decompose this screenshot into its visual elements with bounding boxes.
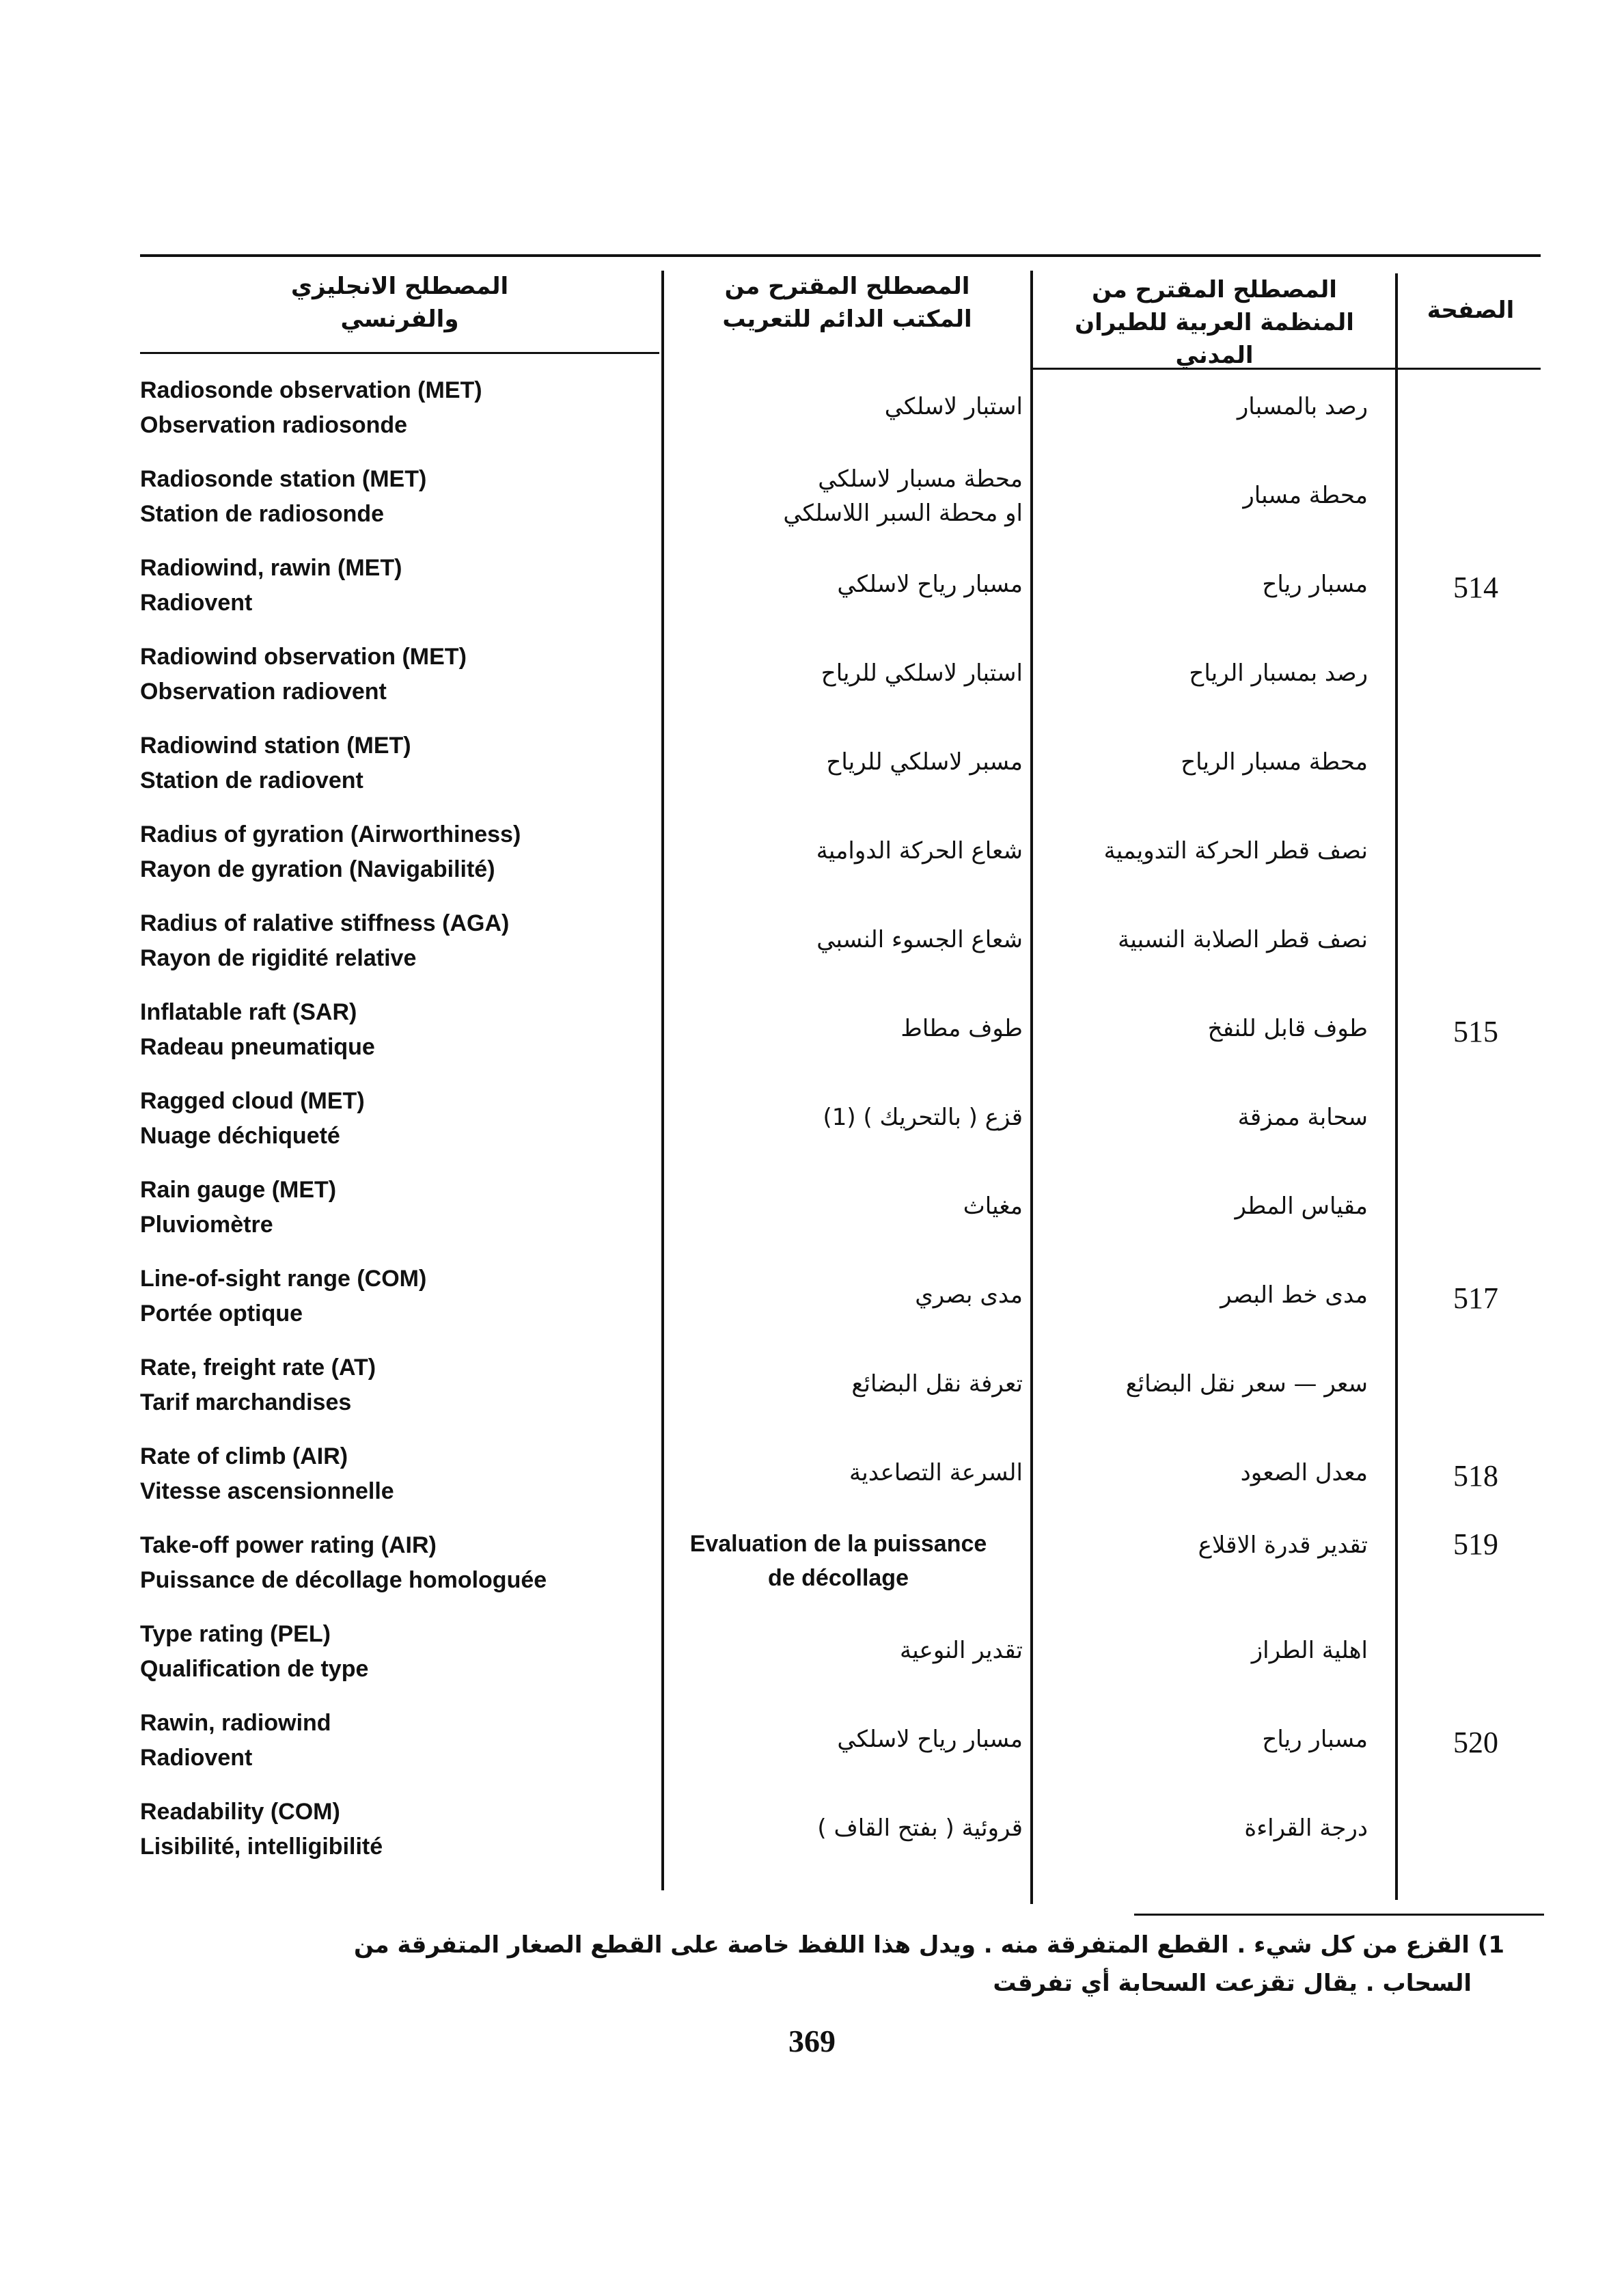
- table-row: [0, 1169, 1624, 1257]
- french-term: Rayon de rigidité relative: [140, 945, 417, 971]
- french-term: Portée optique: [140, 1301, 303, 1327]
- aviation-term: مقياس المطر: [1235, 1193, 1368, 1220]
- aviation-term: مسبار رياح: [1262, 1726, 1368, 1753]
- page-number: 369: [788, 2024, 836, 2058]
- english-term: Rate of climb (AIR): [140, 1443, 348, 1469]
- aviation-term: مسبار رياح: [1262, 571, 1368, 598]
- french-term: Tarif marchandises: [140, 1389, 352, 1415]
- aviation-term: تقدير قدرة الاقلاع: [1198, 1532, 1368, 1559]
- english-term: Radiosonde observation (MET): [140, 377, 482, 403]
- english-term: Readability (COM): [140, 1799, 340, 1825]
- header-aviation-org: المصطلح المقترح من المنظمة العربية للطيران المدني: [1075, 276, 1354, 369]
- table-row: [0, 369, 1624, 458]
- header-page: الصفحة: [1427, 297, 1515, 324]
- table-top-rule: [140, 254, 1541, 257]
- french-term: Vitesse ascensionnelle: [140, 1478, 394, 1504]
- english-term: Line-of-sight range (COM): [140, 1266, 427, 1292]
- office-term: استبار لاسلكي للرياح: [821, 660, 1023, 687]
- header-rule-english: [140, 352, 659, 354]
- french-term: Pluviomètre: [140, 1212, 273, 1238]
- office-term: مدى بصري: [915, 1281, 1023, 1309]
- aviation-term: سحابة ممزقة: [1237, 1104, 1368, 1131]
- table-row: [0, 1080, 1624, 1169]
- french-term: Station de radiosonde: [140, 501, 385, 527]
- office-term: محطة مسبار لاسلكي او محطة السبر اللاسلكي: [783, 465, 1023, 527]
- table-row: [0, 1524, 1624, 1613]
- office-term-french: Evaluation de la puissance de décollage: [689, 1531, 987, 1591]
- french-term: Radiovent: [140, 590, 253, 616]
- table-row: [0, 902, 1624, 991]
- table-row: [0, 636, 1624, 724]
- table-row: [0, 1346, 1624, 1435]
- english-term: Radius of gyration (Airworthiness): [140, 821, 521, 847]
- english-term: Take-off power rating (AIR): [140, 1532, 437, 1558]
- office-term: شعاع الحركة الدوامية: [816, 837, 1023, 865]
- aviation-term: اهلية الطراز: [1251, 1637, 1368, 1664]
- office-term: مسبر لاسلكي للرياح: [826, 748, 1023, 776]
- office-term: استبار لاسلكي: [884, 393, 1023, 420]
- office-term: مغياث: [963, 1193, 1023, 1220]
- table-row: [0, 991, 1624, 1080]
- office-term: طوف مطاط: [900, 1015, 1023, 1042]
- footnote-rule: [1134, 1914, 1544, 1916]
- aviation-term: نصف قطر الصلابة النسبية: [1118, 926, 1368, 953]
- english-term: Type rating (PEL): [140, 1621, 331, 1647]
- page-ref: 519: [1453, 1527, 1498, 1561]
- office-term: تقدير النوعية: [900, 1637, 1023, 1664]
- page-ref: 520: [1453, 1726, 1498, 1759]
- french-term: Radeau pneumatique: [140, 1034, 375, 1060]
- office-term: شعاع الجسوء النسبي: [816, 926, 1023, 953]
- english-term: Ragged cloud (MET): [140, 1088, 365, 1114]
- aviation-term: رصد بالمسبار: [1237, 393, 1368, 420]
- aviation-term: درجة القراءة: [1244, 1814, 1368, 1842]
- office-term: قروئية ( بفتح القاف ): [817, 1814, 1023, 1842]
- table-row: [0, 724, 1624, 813]
- footnote: 1) القزع من كل شيء . القطع المتفرقة منه . ويدل هذا اللفظ خاصة على القطع الصغار المتفرقة من السحاب . يقال تقزعت السحابة أي تفرقت: [353, 1931, 1504, 1997]
- table-row: [0, 547, 1624, 636]
- page-ref: 518: [1453, 1459, 1498, 1493]
- table-row: [0, 1257, 1624, 1346]
- french-term: Rayon de gyration (Navigabilité): [140, 856, 495, 882]
- english-term: Radiowind station (MET): [140, 733, 411, 759]
- aviation-term: محطة مسبار الرياح: [1181, 748, 1368, 776]
- french-term: Radiovent: [140, 1745, 253, 1771]
- french-term: Qualification de type: [140, 1656, 369, 1682]
- aviation-term: محطة مسبار: [1243, 482, 1368, 509]
- aviation-term: معدل الصعود: [1240, 1459, 1368, 1486]
- aviation-term: مدى خط البصر: [1220, 1281, 1368, 1309]
- english-term: Rawin, radiowind: [140, 1710, 331, 1736]
- french-term: Observation radiosonde: [140, 412, 408, 438]
- header-permanent-office: المصطلح المقترح من المكتب الدائم للتعريب: [722, 273, 972, 333]
- header-english-french: المصطلح الانجليزي والفرنسي: [290, 273, 509, 333]
- french-term: Station de radiovent: [140, 767, 363, 793]
- page-ref: 515: [1453, 1015, 1498, 1048]
- french-term: Puissance de décollage homologuée: [140, 1567, 547, 1593]
- english-term: Radius of ralative stiffness (AGA): [140, 910, 510, 936]
- french-term: Observation radiovent: [140, 679, 387, 705]
- english-term: Radiosonde station (MET): [140, 466, 427, 492]
- table-row: [0, 1791, 1624, 1879]
- french-term: Nuage déchiqueté: [140, 1123, 340, 1149]
- aviation-term: نصف قطر الحركة التدويمية: [1103, 837, 1368, 865]
- aviation-term: طوف قابل للنفخ: [1207, 1015, 1368, 1042]
- office-term: تعرفة نقل البضائع: [851, 1370, 1023, 1398]
- office-term: مسبار رياح لاسلكي: [837, 1726, 1023, 1753]
- english-term: Rain gauge (MET): [140, 1177, 337, 1203]
- page-ref: 517: [1453, 1281, 1498, 1315]
- table-row: [0, 1435, 1624, 1524]
- office-term: مسبار رياح لاسلكي: [837, 571, 1023, 598]
- table-row: [0, 1702, 1624, 1791]
- english-term: Radiowind observation (MET): [140, 644, 467, 670]
- english-term: Inflatable raft (SAR): [140, 999, 357, 1025]
- aviation-term: سعر — سعر نقل البضائع: [1125, 1370, 1368, 1398]
- aviation-term: رصد بمسبار الرياح: [1189, 660, 1368, 687]
- table-row: [0, 813, 1624, 902]
- french-term: Lisibilité, intelligibilité: [140, 1834, 383, 1860]
- table-row: [0, 458, 1624, 547]
- page-ref: 514: [1453, 571, 1498, 604]
- office-term: السرعة التصاعدية: [849, 1459, 1023, 1486]
- english-term: Radiowind, rawin (MET): [140, 555, 402, 581]
- office-term: قزع ( بالتحريك ) (1): [823, 1104, 1023, 1131]
- table-row: [0, 1613, 1624, 1702]
- english-term: Rate, freight rate (AT): [140, 1355, 376, 1381]
